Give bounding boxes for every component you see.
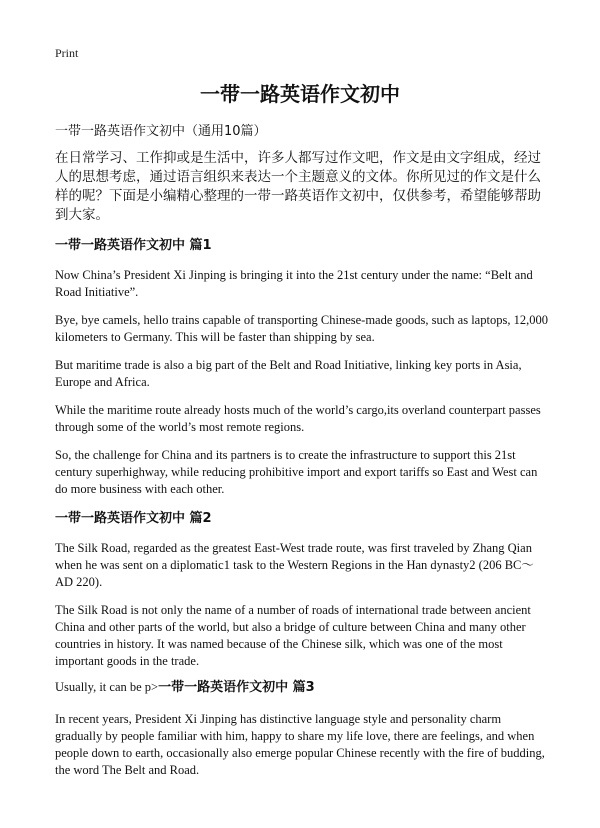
- section-2-trailing-text: Usually, it can be p>: [55, 680, 159, 694]
- print-link[interactable]: Print: [55, 46, 79, 60]
- section-1-paragraph-3: But maritime trade is also a big part of the Belt and Road Initiative, linking key ports in Asia, Europe and Africa.: [55, 358, 522, 389]
- section-1-paragraph-2: Bye, bye camels, hello trains capable of transporting Chinese-made goods, such as laptops, 12,000 kilometers to Germany. This will be faster than shipping by sea.: [55, 313, 548, 344]
- intro-paragraph: 在日常学习、工作抑或是生活中，许多人都写过作文吧，作文是由文字组成，经过人的思想考虑，通过语言组织来表达一个主题意义的文体。你所见过的作文是什么样的呢？下面是小编精心整理的一带一路英语作文初中，仅供参考，希望能够帮助到大家。: [55, 150, 541, 223]
- section-1-paragraph-5: So, the challenge for China and its partners is to create the infrastructure to support this 21st century superhighway, while reducing prohibitive import and export tariffs so East and West can do more business with each other.: [55, 448, 538, 496]
- section-3-heading-line: [55, 679, 550, 696]
- section-2-paragraph-1: The Silk Road, regarded as the greatest East-West trade route, was first traveled by Zhang Qian when he was sent on a diplomatic1 task to the Western Regions in the Han dynasty2 (206 BC～AD 220).: [55, 541, 534, 589]
- section-heading-3: 一带一路英语作文初中 篇3: [158, 680, 315, 695]
- section-2-paragraph-2: The Silk Road is not only the name of a number of roads of international trade between ancient China and other parts of the world, but also a bridge of culture between China and many other countries in history. It was named because of the Chinese silk, which was one of the most important goods in the trade.: [55, 603, 531, 668]
- page-title: 一带一路英语作文初中: [200, 82, 400, 106]
- document-subtitle: 一带一路英语作文初中（通用10篇）: [55, 124, 267, 139]
- section-1-paragraph-4: While the maritime route already hosts much of the world’s cargo,its overland counterpart passes through some of the world’s most remote regions.: [55, 403, 541, 434]
- section-3-paragraph-1: In recent years, President Xi Jinping has distinctive language style and personality charm gradually by people familiar with him, happy to share my life love, there are feelings, and when people down to earth, occasionally also emerge popular Chinese recently with the fire of budding, the word The Belt and Road.: [55, 712, 545, 777]
- section-heading-1: 一带一路英语作文初中 篇1: [55, 238, 212, 253]
- section-heading-2: 一带一路英语作文初中 篇2: [55, 511, 212, 526]
- section-1-paragraph-1: Now China’s President Xi Jinping is bringing it into the 21st century under the name: “Belt and Road Initiative”.: [55, 268, 533, 299]
